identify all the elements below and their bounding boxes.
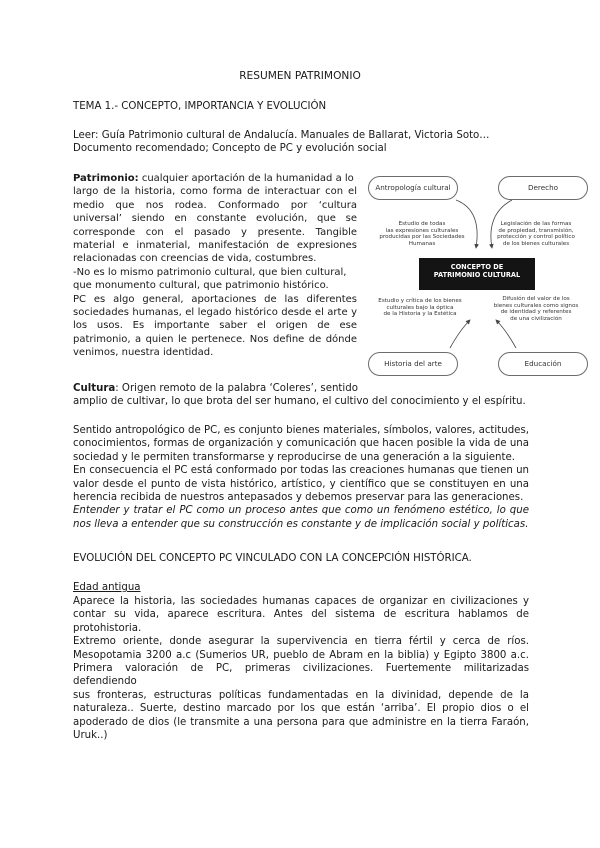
edad-line: apoderado de dios (le transmite a una persona para que administre en la tierra Faraón, [73,716,529,728]
patrimonio-line: universal’ siendo en constante evolución, que se [73,213,357,225]
edad-line: Aparece la historia, las sociedades humanas capaces de organizar en civilizaciones y [73,596,529,607]
sentido-line: valor desde el punto de vista histórico, artístico, y científico que se constituyen en una [73,478,529,490]
text-historia-arte: Estudio y crítica de los bienes culturales bajo la óptica de la Historia y la Estética [378,298,462,318]
patrimonio-term: Patrimonio: [73,173,139,184]
patrimonio-line: relacionadas con creencias de vida, costumbres. [73,253,317,265]
edad-line: Extremo oriente, donde asegurar la supervivencia en tierra fértil y cerca de ríos. [73,636,529,648]
edad-line: Primera valoración de PC, primeras civilizaciones. Fuertemente militarizadas defendiendo [73,663,529,688]
edad-line: Mesopotamia 3200 a.c (Sumerios UR, pueblo de Abram en la biblia) y Egipto 3800 a.c. [73,649,529,661]
center-concepto-box: CONCEPTO DE PATRIMONIO CULTURAL [419,258,535,290]
leer-line: Documento recomendado; Concepto de PC y evolución social [73,143,387,155]
patrimonio-line: los usos. Es importante saber el origen de ese [73,320,357,332]
arrow-historia [450,320,470,348]
patrimonio-paragraph [73,172,357,360]
node-educacion: Educación [498,352,588,376]
node-antropologia: Antropología cultural [368,176,458,200]
leer-line: Leer: Guía Patrimonio cultural de Andalucía. Manuales de Ballarat, Victoria Soto… [73,130,490,141]
patrimonio-line: que monumento cultural, que patrimonio histórico. [73,280,329,292]
tema-heading: TEMA 1.- CONCEPTO, IMPORTANCIA Y EVOLUCIÓN [73,101,327,112]
sentido-paragraph [73,424,529,531]
sentido-line: En consecuencia el PC está conformado por todas las creaciones humanas que tienen un [73,465,529,477]
concept-diagram [364,170,590,380]
patrimonio-line: medio que nos rodea. Conformado por ‘cultura [73,199,357,211]
patrimonio-line: PC es algo general, aportaciones de las diferentes [73,293,357,305]
node-derecho: Derecho [498,176,588,200]
edad-line: sus fronteras, estructuras políticas fundamentadas en la divinidad, depende de la [73,689,529,701]
arrow-educacion [496,320,516,348]
edad-line: contar su vida, aparece escritura. Antes del sistema de escritura hablamos de [73,609,529,621]
patrimonio-line: largo de la historia, como forma de interactuar con el [73,186,357,198]
patrimonio-line: -No es lo mismo patrimonio cultural, que bien cultural, [73,266,347,278]
patrimonio-line: sociedades humanas, el legado histórico desde el arte y [73,307,357,319]
italic-line: nos lleva a entender que su construcción es constante y de implicación social y políticas. [73,518,529,530]
sentido-line: Sentido antropológico de PC, es conjunto bienes materiales, símbolos, valores, actitudes, [73,425,529,436]
cultura-line: amplio de cultivar, lo que brota del ser humano, el cultivo del conocimiento y el espíritu. [73,396,526,408]
patrimonio-line: corresponde con el pasado y presente. Tangible [73,226,357,238]
cultura-line: : Origen remoto de la palabra ‘Coleres’, sentido [115,383,358,394]
edad-line: naturaleza.. Suerte, destino marcado por los que están ‘arriba’. El propio dios o el [73,703,529,715]
sentido-line: sociedad y le permiten transformarse y reproducirse de una generación a la siguiente. [73,451,515,463]
cultura-term: Cultura [73,383,116,394]
document-title: RESUMEN PATRIMONIO [239,70,361,82]
cultura-paragraph [73,382,533,409]
edad-line: Uruk..) [73,730,108,742]
text-antropologia: Estudio de todas las expresiones culturales producidas por las Sociedades Humanas [379,221,465,247]
patrimonio-line: cualquier aportación de la humanidad a lo [138,173,354,184]
node-historia-arte: Historia del arte [368,352,458,376]
text-derecho: Legislación de las formas de propiedad, transmisión, protección y control político de los bienes culturales [497,221,575,247]
edad-antigua-heading: Edad antigua [73,582,141,593]
edad-line: protohistoria. [73,622,142,634]
evolucion-heading: EVOLUCIÓN DEL CONCEPTO PC VINCULADO CON LA CONCEPCIÓN HISTÓRICA. [73,553,472,564]
patrimonio-line: material e inmaterial, manifestación de expresiones [73,240,357,252]
patrimonio-line: patrimonio, a quien le pertenece. Nos define de dónde [73,333,357,345]
edad-antigua-paragraph [73,595,529,742]
italic-line: Entender y tratar el PC como un proceso antes que como un fenómeno estético, lo que [73,505,529,517]
sentido-line: herencia recibida de nuestros antepasados y debemos preservar para las generaciones. [73,492,524,504]
patrimonio-line: venimos, nuestra identidad. [73,347,214,359]
leer-block [73,129,533,156]
sentido-line: conocimientos, formas de organización y comunicación que hacen posible la vida de una [73,438,529,450]
text-educacion: Difusión del valor de los bienes culturales como signos de identidad y referentes de una civilización [493,296,579,322]
